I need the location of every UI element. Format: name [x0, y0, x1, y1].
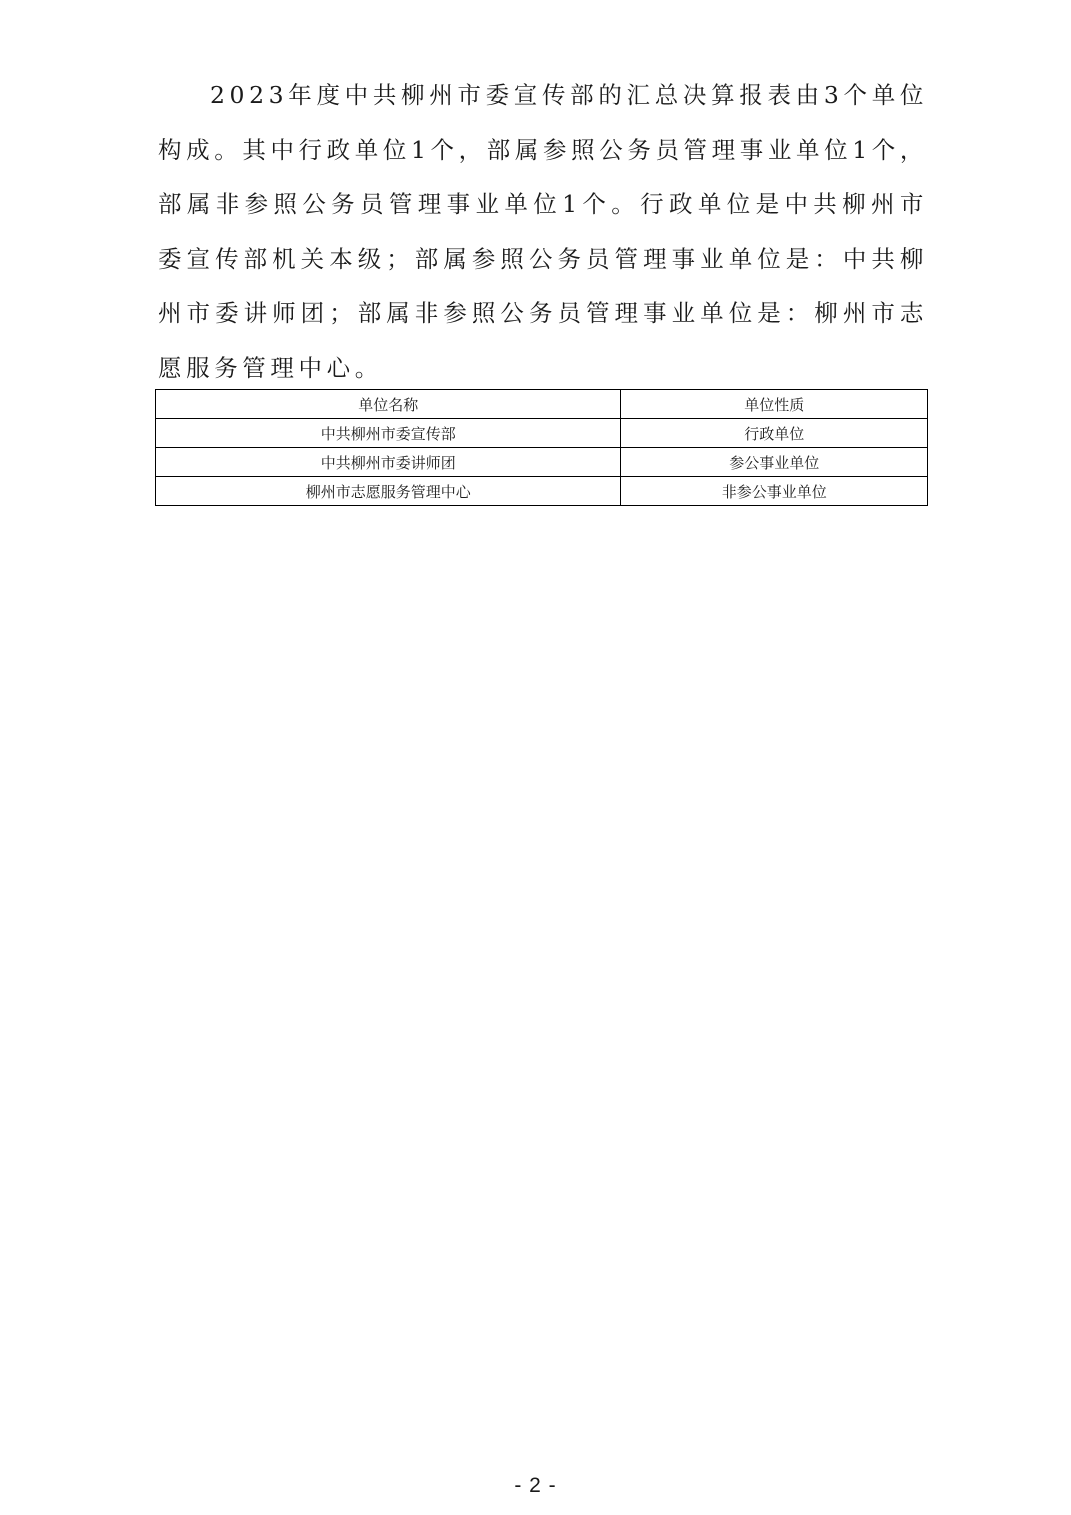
header-unit-name: 单位名称: [156, 390, 621, 419]
unit-nature-cell: 参公事业单位: [621, 448, 928, 477]
unit-table: [155, 389, 928, 506]
unit-nature-cell: 行政单位: [621, 419, 928, 448]
table-header-row: [156, 390, 928, 419]
table-row: [156, 477, 928, 506]
unit-name-cell: 中共柳州市委讲师团: [156, 448, 621, 477]
unit-nature-cell: 非参公事业单位: [621, 477, 928, 506]
body-paragraph: 2023年度中共柳州市委宣传部的汇总决算报表由3个单位构成。其中行政单位1个，部属参照公务员管理事业单位1个，部属非参照公务员管理事业单位1个。行政单位是中共柳州市委宣传部机关本级；部属参照公务员管理事业单位是：中共柳州市委讲师团；部属非参照公务员管理事业单位是：柳州市志愿服务管理中心。: [158, 81, 928, 382]
table-row: [156, 419, 928, 448]
page-number: - 2 -: [514, 1474, 557, 1497]
table-row: [156, 448, 928, 477]
unit-name-cell: 中共柳州市委宣传部: [156, 419, 621, 448]
unit-name-cell: 柳州市志愿服务管理中心: [156, 477, 621, 506]
header-unit-nature: 单位性质: [621, 390, 928, 419]
